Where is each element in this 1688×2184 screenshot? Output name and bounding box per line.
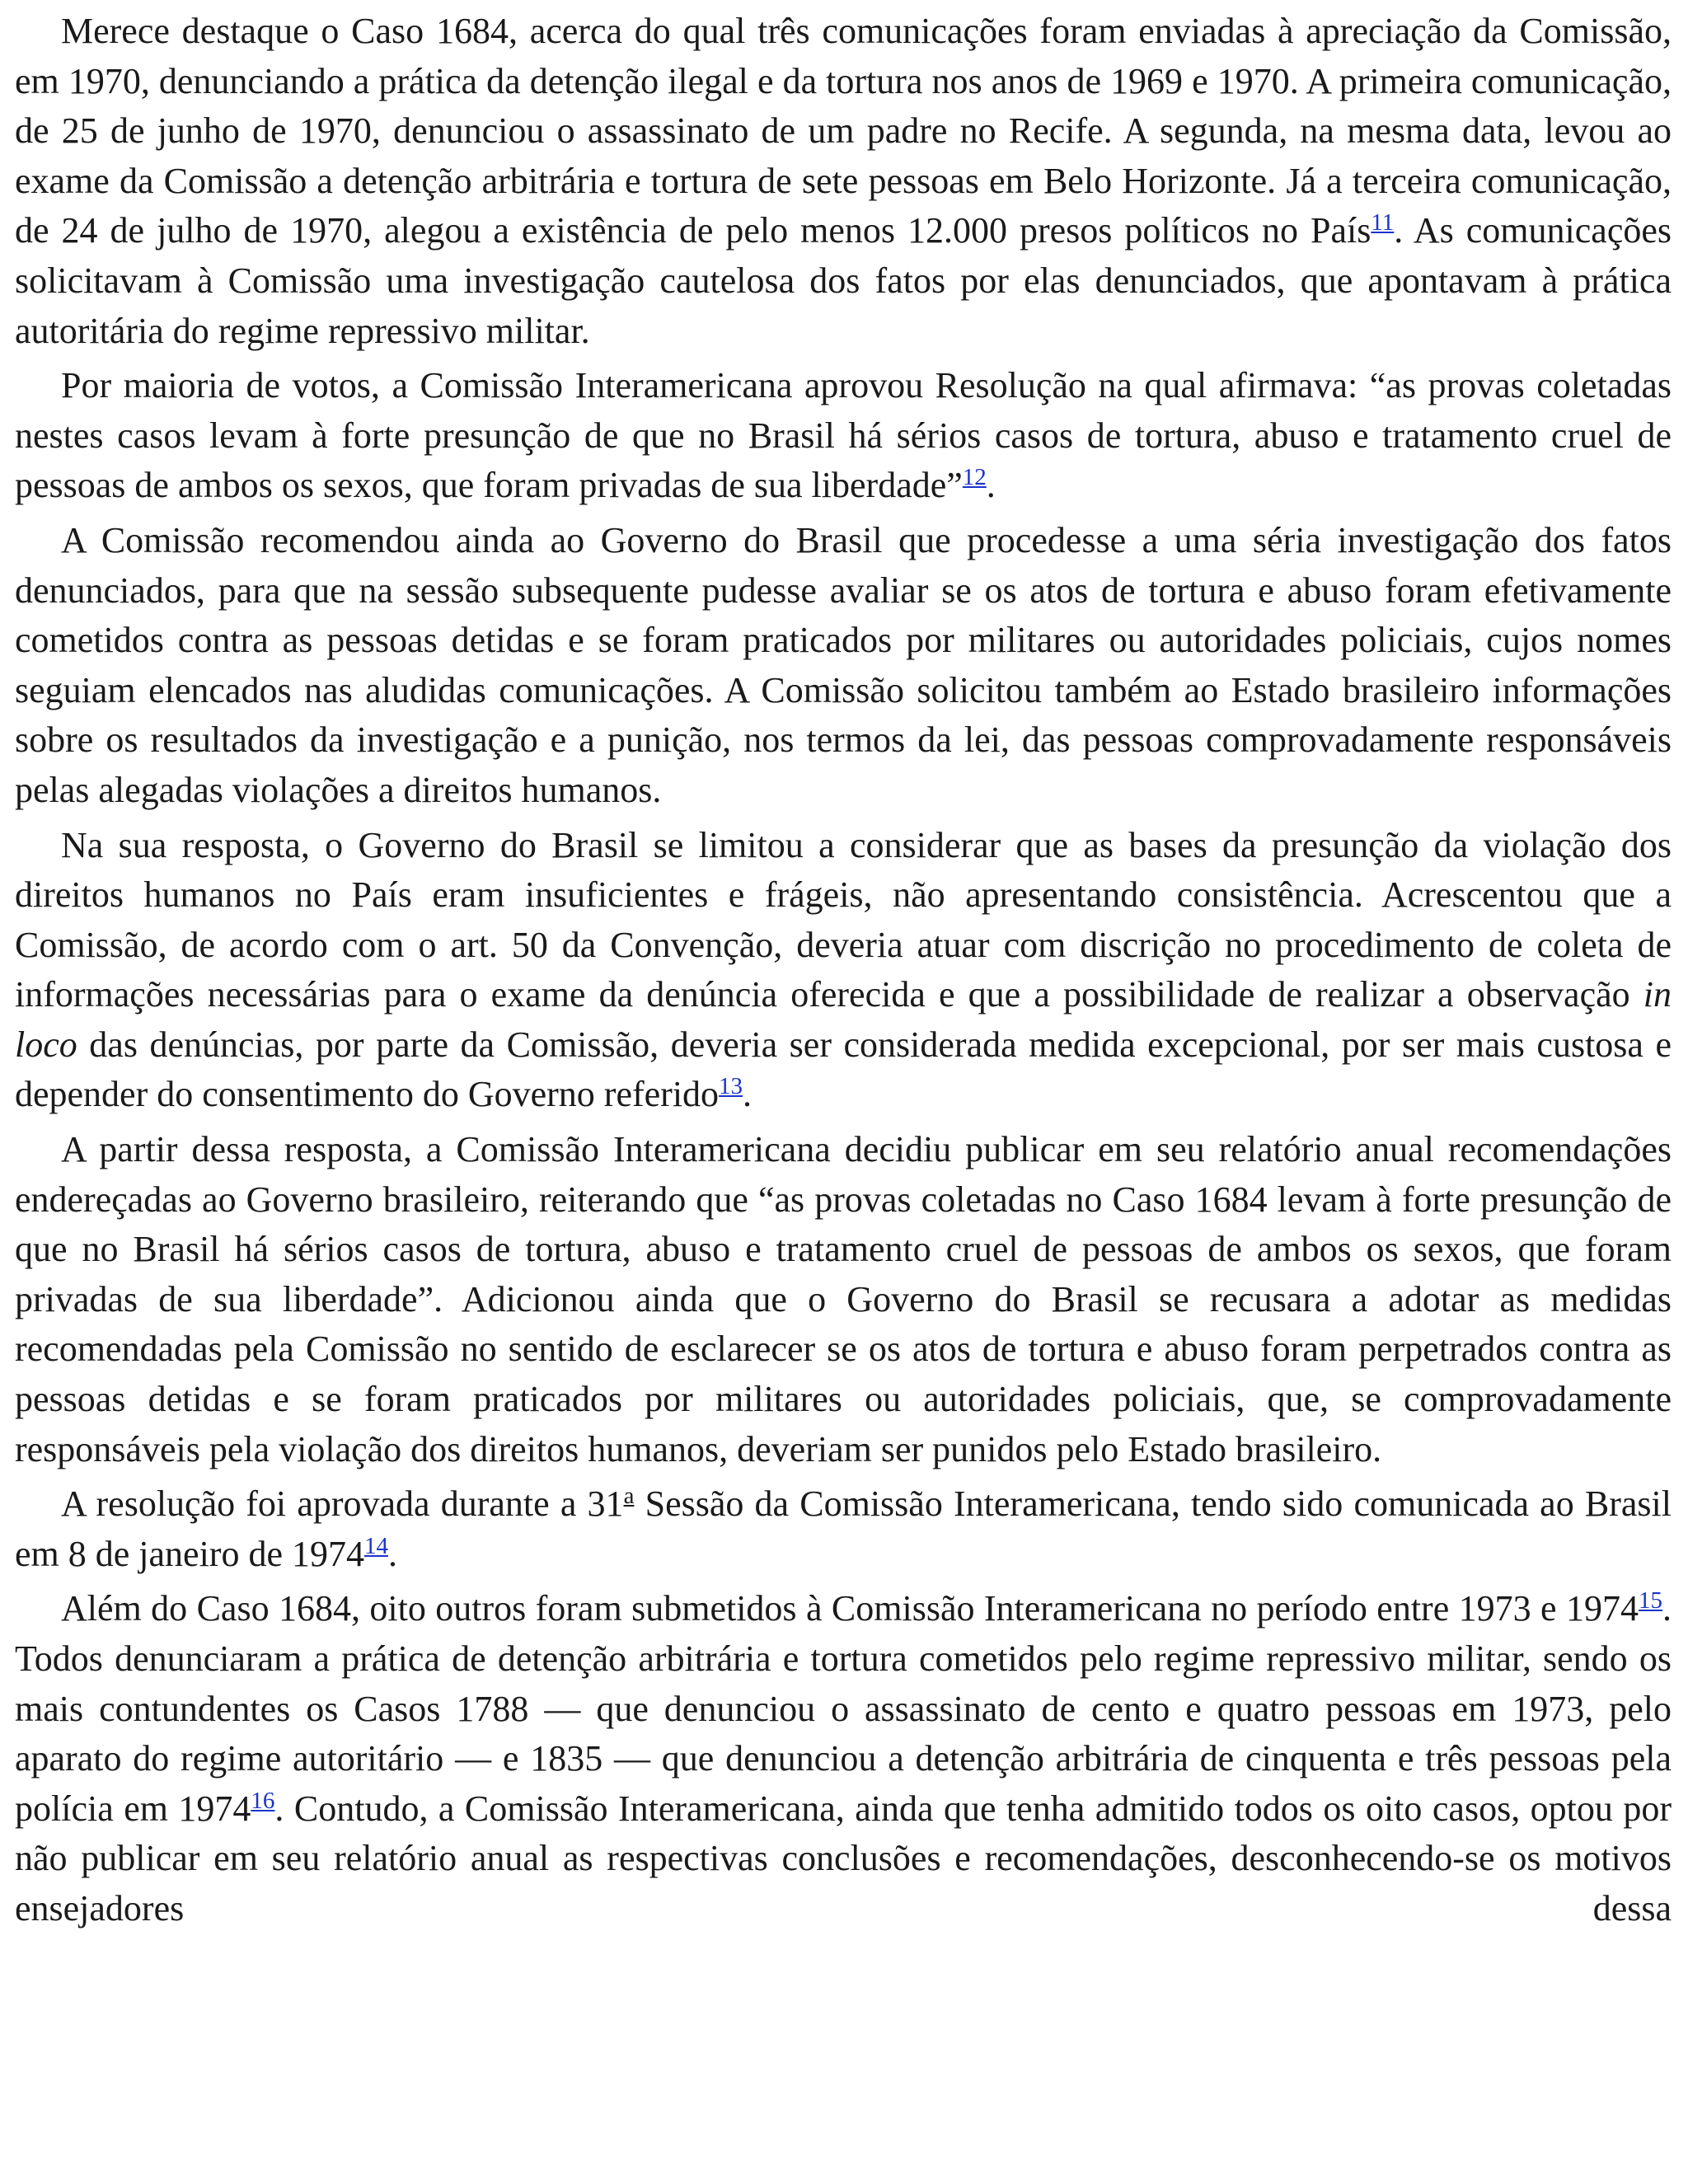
paragraph-text: Na sua resposta, o Governo do Brasil se limitou a considerar que as bases da presunção da violação dos direitos humanos no País eram insuficientes e frágeis, não apresentando consistência. Acrescentou que a Comissão, de acordo com o art. 50 da Convenção, deveria atuar com discrição no procedimento de coleta de informações necessárias para o exame da denúncia oferecida e que a possibilidade de realizar a observação [15, 824, 1672, 1015]
paragraph-text: . [743, 1074, 753, 1115]
footnote-link-15[interactable]: 15 [1639, 1587, 1662, 1615]
paragraph-caso-1684 [15, 7, 1672, 356]
paragraph-text: Sessão da Comissão Interamericana, tendo sido comunicada ao Brasil em 8 de janeiro de 1974 [15, 1483, 1672, 1574]
paragraph-text: A partir dessa resposta, a Comissão Interamericana decidiu publicar em seu relatório anual recomendações endereçadas ao Governo brasileiro, reiterando que “as provas coletadas no Caso 1684 levam à forte presunção de que no Brasil há sérios casos de tortura, abuso e tratamento cruel de pessoas de ambos os sexos, que foram privadas de sua liberdade”. Adicionou ainda que o Governo do Brasil se recusara a adotar as medidas recomendadas pela Comissão no sentido de esclarecer se os atos de tortura e abuso foram perpetrados contra as pessoas detidas e se foram praticados por militares ou autoridades policiais, que, se comprovadamente responsáveis pela violação dos direitos humanos, deveriam ser punidos pelo Estado brasileiro. [15, 1129, 1672, 1469]
paragraph-text: das denúncias, por parte da Comissão, deveria ser considerada medida excepcional, por ser mais custosa e depender do consentimento do Governo referido [15, 1024, 1672, 1115]
ordinal-indicator: a [623, 1483, 635, 1510]
paragraph-resposta-governo [15, 821, 1672, 1121]
paragraph-text: A Comissão recomendou ainda ao Governo do Brasil que procedesse a uma séria investigação dos fatos denunciados, para que na sessão subsequente pudesse avaliar se os atos de tortura e abuso foram efetivamente cometidos contra as pessoas detidas e se foram praticados por militares ou autoridades policiais, cujos nomes seguiam elencados nas aludidas comunicações. A Comissão solicitou também ao Estado brasileiro informações sobre os resultados da investigação e a punição, nos termos da lei, das pessoas comprovadamente responsáveis pelas alegadas violações a direitos humanos. [15, 519, 1672, 810]
footnote-link-13[interactable]: 13 [719, 1073, 743, 1100]
paragraph-text: . [387, 1533, 397, 1574]
paragraph-text: . Todos denunciaram a prática de detenção arbitrária e tortura cometidos pelo regime repressivo militar, sendo os mais contundentes os Casos 1788 — que denunciou o assassinato de cento e quatro pessoas em 1973, pelo aparato do regime autoritário — e 1835 — que denunciou a detenção arbitrária de cinquenta e três pessoas pela polícia em 1974 [15, 1588, 1672, 1829]
paragraph-relatorio-anual [15, 1125, 1672, 1474]
paragraph-text: Merece destaque o Caso 1684, acerca do qual três comunicações foram enviadas à apreciação da Comissão, em 1970, denunciando a prática da detenção ilegal e da tortura nos anos de 1969 e 1970. A primeira comunicação, de 25 de junho de 1970, denunciou o assassinato de um padre no Recife. A segunda, na mesma data, levou ao exame da Comissão a detenção arbitrária e tortura de sete pessoas em Belo Horizonte. Já a terceira comunicação, de 24 de julho de 1970, alegou a existência de pelo menos 12.000 presos políticos no País [15, 11, 1672, 251]
footnote-link-14[interactable]: 14 [363, 1532, 388, 1559]
paragraph-resolucao [15, 361, 1672, 511]
paragraph-recomendacao [15, 516, 1672, 816]
paragraph-text: . Contudo, a Comissão Interamericana, ainda que tenha admitido todos os oito casos, optou por não publicar em seu relatório anual as respectivas conclusões e recomendações, desconhecendo-se os motivos ensejadores dessa [15, 1788, 1672, 1929]
paragraph-text: . [986, 465, 996, 506]
italic-term: in loco [15, 974, 1672, 1065]
paragraph-outros-casos [15, 1584, 1672, 1933]
footnote-link-16[interactable]: 16 [251, 1787, 275, 1814]
footnote-link-11[interactable]: 11 [1371, 209, 1395, 237]
paragraph-text: . As comunicações solicitavam à Comissão uma investigação cautelosa dos fatos por elas denunciados, que apontavam à prática autoritária do regime repressivo militar. [15, 210, 1672, 351]
paragraph-text: Além do Caso 1684, oito outros foram submetidos à Comissão Interamericana no período entre 1973 e 1974 [61, 1588, 1639, 1629]
footnote-link-12[interactable]: 12 [962, 464, 987, 491]
paragraph-text: Por maioria de votos, a Comissão Interamericana aprovou Resolução na qual afirmava: “as provas coletadas nestes casos levam à forte presunção de que no Brasil há sérios casos de tortura, abuso e tratamento cruel de pessoas de ambos os sexos, que foram privadas de sua liberdade” [15, 365, 1672, 506]
paragraph-text: A resolução foi aprovada durante a 31 [61, 1483, 624, 1525]
paragraph-31-sessao [15, 1479, 1672, 1579]
